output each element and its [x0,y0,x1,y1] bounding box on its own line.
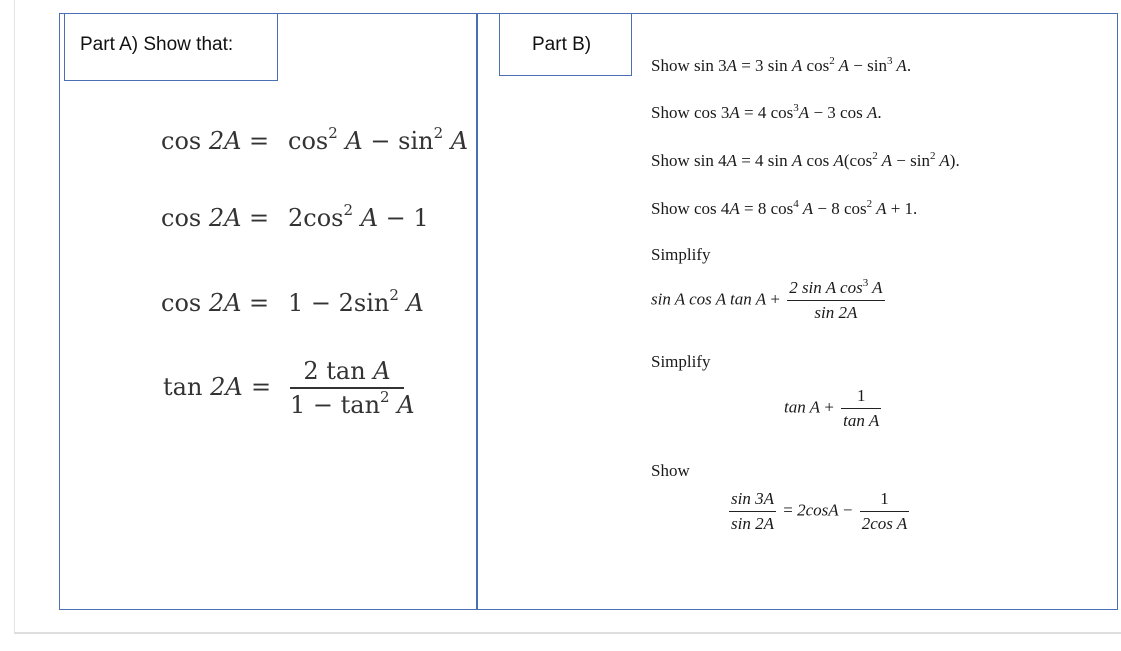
part-b-problem-7: $\frac{\sin 3A}{\sin 2A}$ = 2cosA − $\frac{1}{\text{2cos A}}$ [731,489,908,533]
part-b-problem-4: Show cos 4A = 8 $\cos^4 A - 8$ $\cos^2 A + 1$. [651,198,918,218]
part-b-problem-6: tan A + $\frac{1}{\text{tan A}}$ [784,386,880,430]
part-b-problem-1: Show sin 3A = 3 sin A $\cos^2 A - \sin^3 A$. [651,55,912,75]
part-b-problem-2: Show cos 3A = 4 $\cos^3A - 3$ cos A. [651,102,882,122]
part-b-show-label: Show [651,461,690,480]
column-divider [476,13,478,610]
part-a-label: Part A) Show that: [64,13,278,81]
part-b-simplify-label-1: Simplify [651,245,711,264]
part-b-problem-5: sin A cos A tan A + $\frac{2 \sin A \cos^3 A}{\sin 2A}$ [651,277,883,322]
part-b-label: Part B) [499,13,632,76]
part-b-simplify-label-2: Simplify [651,352,711,371]
part-b-problem-3: Show sin 4A = 4 sin A $\cos A(\cos^2$ $A - \sin^2 A$). [651,150,960,170]
